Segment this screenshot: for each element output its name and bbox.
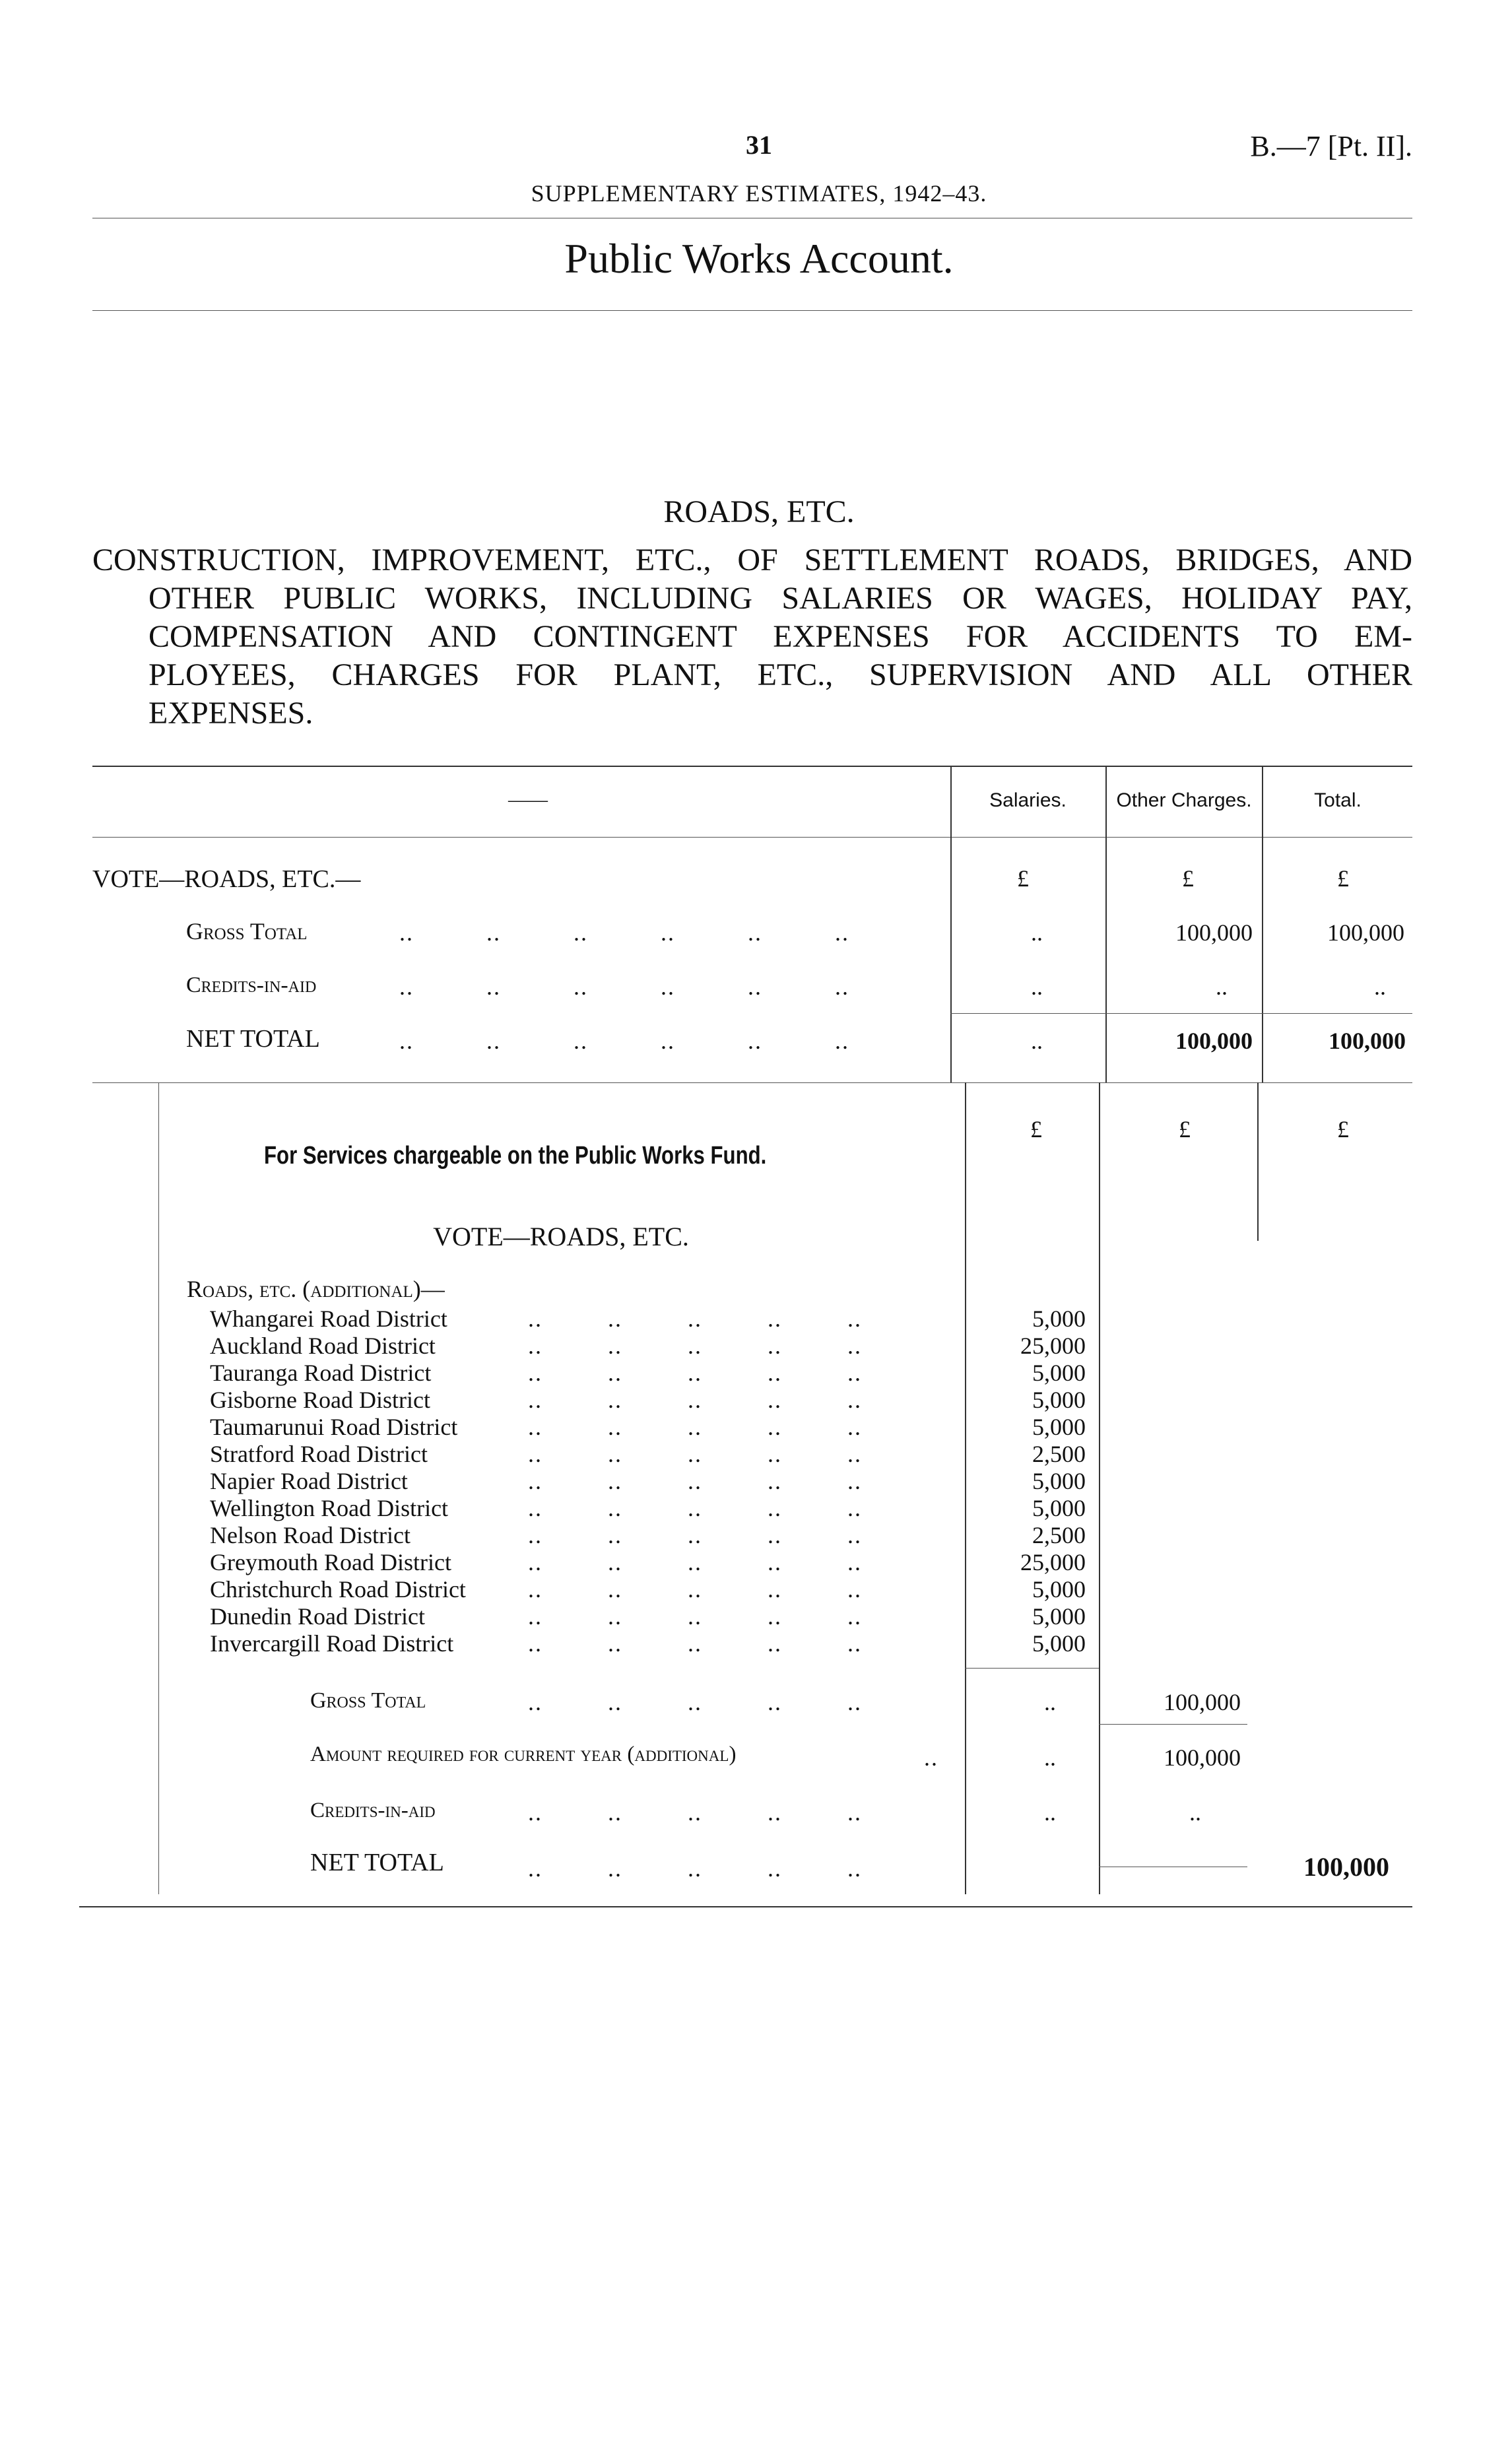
summary-blank-header: ——	[508, 789, 548, 810]
column-header-total: Total.	[1314, 789, 1362, 811]
summary-col-divider-2	[1105, 766, 1107, 1082]
district-amount: 25,000	[1020, 1333, 1086, 1359]
district-name: Wellington Road District	[210, 1495, 449, 1521]
summary-col-divider-3	[1262, 766, 1263, 1082]
district-amount: 5,000	[1032, 1306, 1086, 1332]
district-amount: 5,000	[1032, 1603, 1086, 1630]
description-line: PLOYEES, CHARGES FOR PLANT, ETC., SUPERVISION AND ALL OTHER	[148, 657, 1412, 692]
detail-gross-col1: ..	[1044, 1689, 1056, 1715]
leader-dots: .. .. .. .. ..	[528, 1549, 862, 1575]
document-reference: B.—7 [Pt. II].	[1250, 130, 1412, 162]
description-line: CONSTRUCTION, IMPROVEMENT, ETC., OF SETTLEMENT ROADS, BRIDGES, AND	[92, 543, 1412, 578]
leader-dots: .. .. .. .. ..	[528, 1360, 862, 1386]
district-subtotal-rule	[965, 1668, 1099, 1669]
district-name: Stratford Road District	[210, 1441, 428, 1467]
district-amount: 5,000	[1032, 1576, 1086, 1603]
district-name: Auckland Road District	[210, 1333, 436, 1359]
district-name: Napier Road District	[210, 1468, 408, 1494]
district-amount: 5,000	[1032, 1468, 1086, 1494]
description-line: OTHER PUBLIC WORKS, INCLUDING SALARIES OR WAGES, HOLIDAY PAY,	[148, 581, 1412, 616]
summary-net-total-label: NET TOTAL	[186, 1025, 320, 1053]
summary-credits-other: ..	[1216, 974, 1228, 1000]
detail-credits-label: Credits-in-aid	[310, 1799, 436, 1822]
district-amount: 2,500	[1032, 1441, 1086, 1467]
district-name: Dunedin Road District	[210, 1603, 425, 1630]
detail-col-divider-2	[1099, 1082, 1100, 1894]
summary-net-rule	[950, 1013, 1412, 1014]
detail-net-col3: 100,000	[1303, 1852, 1389, 1882]
detail-col-divider-1	[965, 1082, 966, 1894]
detail-bottom-rule	[79, 1906, 1412, 1907]
amount-required-label: Amount required for current year (additional)	[310, 1742, 737, 1766]
summary-currency-salaries: £	[1017, 865, 1029, 892]
description-line: EXPENSES.	[148, 696, 313, 731]
leader-dots: .. .. .. .. ..	[528, 1495, 862, 1521]
leader-dots: .. .. .. .. ..	[528, 1603, 862, 1630]
fund-heading: For Services chargeable on the Public Works Fund.	[264, 1142, 767, 1170]
section-heading: ROADS, ETC.	[663, 494, 855, 529]
detail-gross-rule	[1099, 1724, 1247, 1725]
district-amount: 2,500	[1032, 1522, 1086, 1548]
district-amount: 5,000	[1032, 1630, 1086, 1657]
summary-net-salaries: ..	[1031, 1028, 1043, 1054]
leader-dots: .. .. .. .. ..	[528, 1441, 862, 1467]
district-name: Nelson Road District	[210, 1522, 411, 1548]
district-amount: 5,000	[1032, 1387, 1086, 1413]
summary-leader-dots: .. .. .. .. .. ..	[399, 919, 849, 946]
group-label: Roads, etc. (additional)—	[187, 1276, 445, 1302]
summary-col-divider-1	[950, 766, 952, 1082]
leader-dots: .. .. .. .. ..	[528, 1689, 862, 1715]
summary-bottom-rule	[92, 1082, 1412, 1083]
detail-left-border	[158, 1082, 159, 1894]
summary-header-rule	[92, 837, 1412, 838]
district-amount: 5,000	[1032, 1495, 1086, 1521]
detail-currency-col2: £	[1179, 1116, 1191, 1142]
district-name: Christchurch Road District	[210, 1576, 466, 1603]
summary-gross-other: 100,000	[1175, 919, 1253, 946]
detail-vote-heading: VOTE—ROADS, ETC.	[433, 1222, 689, 1251]
summary-vote-label: VOTE—ROADS, ETC.—	[92, 865, 361, 893]
detail-currency-col1: £	[1030, 1116, 1042, 1142]
description-line: COMPENSATION AND CONTINGENT EXPENSES FOR ACCIDENTS TO EM-	[148, 619, 1412, 654]
header-rule-bottom	[92, 310, 1412, 311]
page-subtitle: SUPPLEMENTARY ESTIMATES, 1942–43.	[531, 180, 987, 207]
district-name: Whangarei Road District	[210, 1306, 447, 1332]
section-description	[92, 541, 1412, 733]
summary-credits-label: Credits-in-aid	[186, 973, 317, 997]
detail-col-divider-3	[1257, 1082, 1259, 1241]
column-header-salaries: Salaries.	[989, 789, 1067, 811]
district-name: Invercargill Road District	[210, 1630, 454, 1657]
detail-credits-col2: ..	[1189, 1799, 1201, 1826]
detail-gross-col2: 100,000	[1164, 1689, 1241, 1715]
summary-gross-total: 100,000	[1327, 919, 1404, 946]
district-amount: 25,000	[1020, 1549, 1086, 1575]
district-name: Taumarunui Road District	[210, 1414, 458, 1440]
amount-required-col2: 100,000	[1164, 1744, 1241, 1771]
district-name: Gisborne Road District	[210, 1387, 430, 1413]
detail-net-total-label: NET TOTAL	[310, 1849, 444, 1876]
district-amount: 5,000	[1032, 1360, 1086, 1386]
summary-top-rule	[92, 766, 1412, 767]
leader-dots: .. .. .. .. ..	[528, 1387, 862, 1413]
leader-dots: .. .. .. .. ..	[528, 1630, 862, 1657]
leader-dots: .. .. .. .. ..	[528, 1576, 862, 1603]
leader-dots: ..	[924, 1744, 938, 1771]
summary-net-total: 100,000	[1329, 1028, 1406, 1054]
summary-currency-total: £	[1337, 865, 1349, 892]
page-number: 31	[746, 130, 772, 160]
detail-gross-total-label: Gross Total	[310, 1688, 426, 1713]
leader-dots: .. .. .. .. ..	[528, 1414, 862, 1440]
amount-required-col1: ..	[1044, 1744, 1056, 1771]
leader-dots: .. .. .. .. ..	[528, 1799, 862, 1826]
district-amount: 5,000	[1032, 1414, 1086, 1440]
leader-dots: .. .. .. .. ..	[528, 1306, 862, 1332]
summary-gross-total-label: Gross Total	[186, 918, 308, 944]
summary-leader-dots: .. .. .. .. .. ..	[399, 1028, 849, 1054]
summary-net-other: 100,000	[1175, 1028, 1253, 1054]
district-name: Greymouth Road District	[210, 1549, 451, 1575]
page-title: Public Works Account.	[564, 235, 954, 282]
district-name: Tauranga Road District	[210, 1360, 432, 1386]
detail-credits-col1: ..	[1044, 1799, 1056, 1826]
summary-gross-salaries: ..	[1031, 919, 1043, 946]
leader-dots: .. .. .. .. ..	[528, 1333, 862, 1359]
summary-currency-other: £	[1182, 865, 1194, 892]
detail-currency-col3: £	[1337, 1116, 1349, 1142]
summary-credits-total: ..	[1374, 974, 1386, 1000]
leader-dots: .. .. .. .. ..	[528, 1468, 862, 1494]
column-header-other-charges: Other Charges.	[1116, 789, 1252, 811]
leader-dots: .. .. .. .. ..	[528, 1855, 862, 1882]
leader-dots: .. .. .. .. ..	[528, 1522, 862, 1548]
summary-credits-salaries: ..	[1031, 974, 1043, 1000]
summary-leader-dots: .. .. .. .. .. ..	[399, 974, 849, 1000]
